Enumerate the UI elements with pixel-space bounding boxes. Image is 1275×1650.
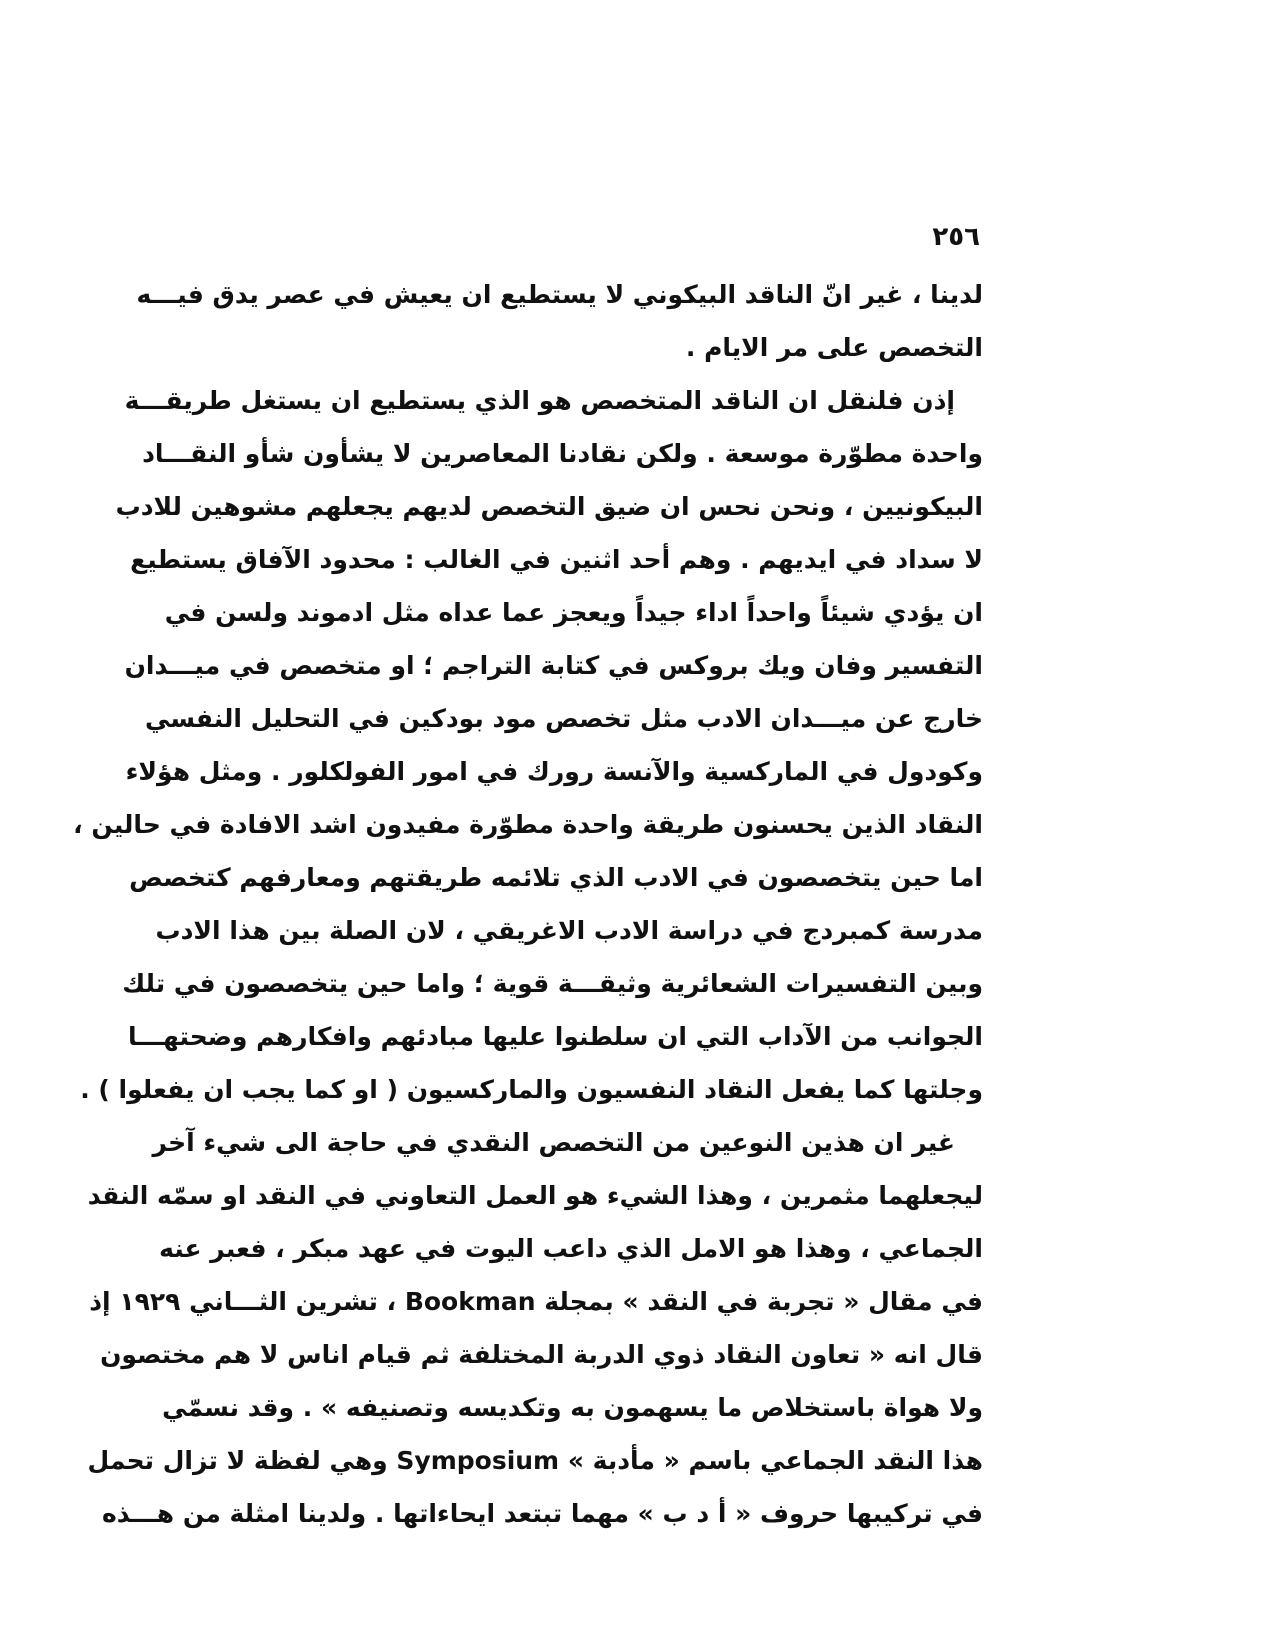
text-line: واحدة مطوّرة موسعة . ولكن نقادنا المعاصرين لا يشأون شأو النقـــاد <box>142 439 983 468</box>
text-line: اما حين يتخصصون في الادب الذي تلائمه طريقتهم ومعارفهم كتخصص <box>129 863 983 892</box>
text-line: الجماعي ، وهذا هو الامل الذي داعب اليوت في عهد مبكر ، فعبر عنه <box>159 1234 983 1263</box>
text-line: ان يؤدي شيئاً واحداً اداء جيداً ويعجز عما عداه مثل ادموند ولسن في <box>164 598 983 627</box>
text-line: وكودول في الماركسية والآنسة رورك في امور الفولكلور . ومثل هؤلاء <box>125 757 983 786</box>
text-line: هذا النقد الجماعي باسم « مأدبة » Symposium وهي لفظة لا تزال تحمل <box>87 1446 983 1475</box>
text-line: لدينا ، غير انّ الناقد البيكوني لا يستطيع ان يعيش في عصر يدق فيـــه <box>136 280 983 309</box>
text-line: النقاد الذين يحسنون طريقة واحدة مطوّرة مفيدون اشد الافادة في حالين ، <box>73 810 983 839</box>
body-text <box>73 268 983 1540</box>
text-line: الجوانب من الآداب التي ان سلطنوا عليها مبادئهم وافكارهم وضحتهـــا <box>128 1022 983 1051</box>
text-line: مدرسة كمبردج في دراسة الادب الاغريقي ، لان الصلة بين هذا الادب <box>155 916 983 945</box>
text-line: في تركيبها حروف « أ د ب » مهما تبتعد ايحاءاتها . ولدينا امثلة من هـــذه <box>101 1499 983 1528</box>
paragraph-start-line: غير ان هذين النوعين من التخصص النقدي في حاجة الى شيء آخر <box>152 1128 955 1157</box>
text-line: ولا هواة باستخلاص ما يسهمون به وتكديسه وتصنيفه » . وقد نسمّي <box>162 1393 983 1422</box>
text-line: في مقال « تجربة في النقد » بمجلة Bookman ، تشرين الثـــاني ١٩٢٩ إذ <box>89 1287 983 1316</box>
text-line: التخصص على مر الايام . <box>685 333 983 362</box>
paragraph-start-line: إذن فلنقل ان الناقد المتخصص هو الذي يستطيع ان يستغل طريقـــة <box>124 386 955 415</box>
text-line: خارج عن ميـــدان الادب مثل تخصص مود بودكين في التحليل النفسي <box>145 704 983 733</box>
text-line: التفسير وفان ويك بروكس في كتابة التراجم ؛ او متخصص في ميـــدان <box>124 651 983 680</box>
text-line: قال انه « تعاون النقاد ذوي الدربة المختلفة ثم قيام اناس لا هم مختصون <box>100 1340 983 1369</box>
text-line: وبين التفسيرات الشعائرية وثيقـــة قوية ؛ واما حين يتخصصون في تلك <box>122 969 983 998</box>
text-line: لا سداد في ايديهم . وهم أحد اثنين في الغالب : محدود الآفاق يستطيع <box>130 545 983 574</box>
text-line: ليجعلهما مثمرين ، وهذا الشيء هو العمل التعاوني في النقد او سمّه النقد <box>87 1181 983 1210</box>
text-line: البيكونيين ، ونحن نحس ان ضيق التخصص لديهم يجعلهم مشوهين للادب <box>115 492 983 521</box>
text-line: وجلتها كما يفعل النقاد النفسيون والماركسيون ( او كما يجب ان يفعلوا ) . <box>80 1075 983 1104</box>
page-number: ٢٥٦ <box>932 222 980 252</box>
